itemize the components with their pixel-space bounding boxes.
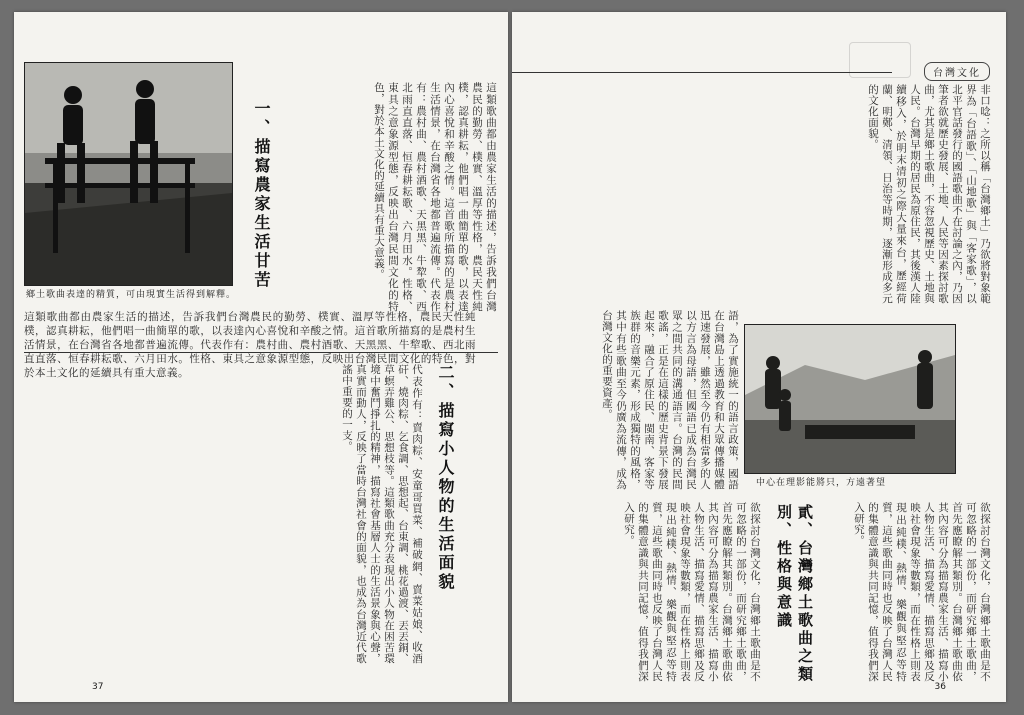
section-1-text: 這類歌曲都由農家生活的描述，告訴我們台灣農民的勤勞、樸實、溫厚等性格，農民天性純樸，認真耕耘，他們唱一曲簡單的歌，以表達內心喜悅和辛酸之情。這首歌所描寫的是農村生活情景，在台灣省各地都普遍流傳。代表作有：農村曲、農村酒歌、天黑黑、牛犂歌、西北雨直直落、恒春耕耘歌、六月田水。性格、東具之意象源型態，反映出台灣民間文化的特色，對於本土文化的延續具有重大意義。 bbox=[24, 311, 476, 379]
header-label: 台灣文化 bbox=[924, 62, 990, 81]
section-3-columns: 欲探討台灣文化，台灣鄉土歌曲是不可忽略的一部份，而研究鄉土歌曲，首先應瞭解其類別。台灣鄉土歌曲依其內容可分為描寫農家生活、描寫小人物生活、描寫愛情、描寫思鄉及反映社會現象等數類，而在性格上則表現出純樸、熱情、樂觀與堅忍等特質，這些歌曲同時也反映了台灣人民的集體意識與共同記憶，值得我們深入研究。 bbox=[853, 502, 991, 682]
photo-seaside-image bbox=[745, 325, 955, 473]
main-text: 語，為了實施統一的語言政策，國語在台灣島上透過教育和大眾傳播媒體迅速發展，雖然至今仍有相當多的人以方言為母語，但國語已成為台灣民眾之間共同的溝通語言。台灣的民間歌謠，正是在這樣的歷史背景下發展起來，融合了原住民、閩南、客家等族群的音樂元素，形成獨特的風格，其中有些歌曲至今仍廣為流傳，成為台灣文化的重要資產。 bbox=[601, 310, 739, 490]
photo-farmers-image bbox=[25, 63, 232, 285]
section-3-text: 欲探討台灣文化，台灣鄉土歌曲是不可忽略的一部份，而研究鄉土歌曲，首先應瞭解其類別。台灣鄉土歌曲依其內容可分為描寫農家生活、描寫小人物生活、描寫愛情、描寫思鄉及反映社會現象等數類，而在性格上則表現出純樸、熱情、樂觀與堅忍等特質，這些歌曲同時也反映了台灣人民的集體意識與共同記憶，值得我們深入研究。 bbox=[623, 502, 761, 682]
header-rule bbox=[512, 72, 892, 73]
page-number-right: 36 bbox=[934, 682, 946, 692]
section-2-heading: 二、描寫小人物的生活面貌 bbox=[436, 364, 455, 592]
photo-seaside bbox=[744, 324, 956, 474]
photo-farmers bbox=[24, 62, 233, 286]
photo-caption-right: 中心在理影能將只，方遠著望 bbox=[756, 478, 887, 488]
page-number-left: 37 bbox=[92, 682, 104, 692]
left-page bbox=[14, 12, 508, 702]
right-page bbox=[512, 12, 1006, 702]
section-3-heading: 貳、台灣鄉土歌曲之類別、性格與意識 bbox=[775, 504, 814, 684]
section-1-heading: 一、描寫農家生活甘苦 bbox=[252, 100, 271, 290]
photo-caption: 鄉土歌曲表達的精質，可由現實生活得到解釋。 bbox=[26, 290, 237, 300]
section-2-text: 代表作有：賣肉粽、安童哥買菜、補破網、賣菜姑娘、收酒矸、燒肉粽、乞食調、思想起、台東調、桃花過渡、丟丟銅、草螟弄雞公、思想枝等。這類歌曲充分表現出小人物在困苦環境中奮鬥掙扎的精神，描寫社會基層人士的生活景象與心聲，真實而動人，反映了當時台灣社會的面貌，也成為台灣近代歌謠中重要的一支。 bbox=[341, 364, 423, 664]
intro-text: 非口唸：之所以稱「台灣鄉土」乃欲將對象範界為「台語歌」、「山地歌」與「客家歌」，以北平官話發行的國語歌曲不在討論之內，乃因筆者欲就歷史發展、土地、人民等因素探討歌曲，尤其是鄉土歌曲，不容忽視歷史、土地與人民。台灣早期的居民為原住民，其後漢人陸續移入，於明末清初之際大量來台，歷經荷蘭、明鄭、清領、日治等時期，逐漸形成多元的文化面貌。 bbox=[867, 84, 991, 304]
divider-line bbox=[24, 352, 498, 353]
section-1-columns: 這類歌曲都由農家生活的描述，告訴我們台灣農民的勤勞、樸實、溫厚等性格，農民天性純樸，認真耕耘，他們唱一曲簡單的歌，以表達內心喜悅和辛酸之情。這首歌所描寫的是農村生活情景，在台灣省各地都普遍流傳。代表作有：農村曲、農村酒歌、天黑黑、牛犂歌、西北雨直直落、恒春耕耘歌、六月田水。性格、東具之意象源型態，反映出台灣民間文化的特色，對於本土文化的延續具有重大意義。 bbox=[373, 82, 497, 312]
